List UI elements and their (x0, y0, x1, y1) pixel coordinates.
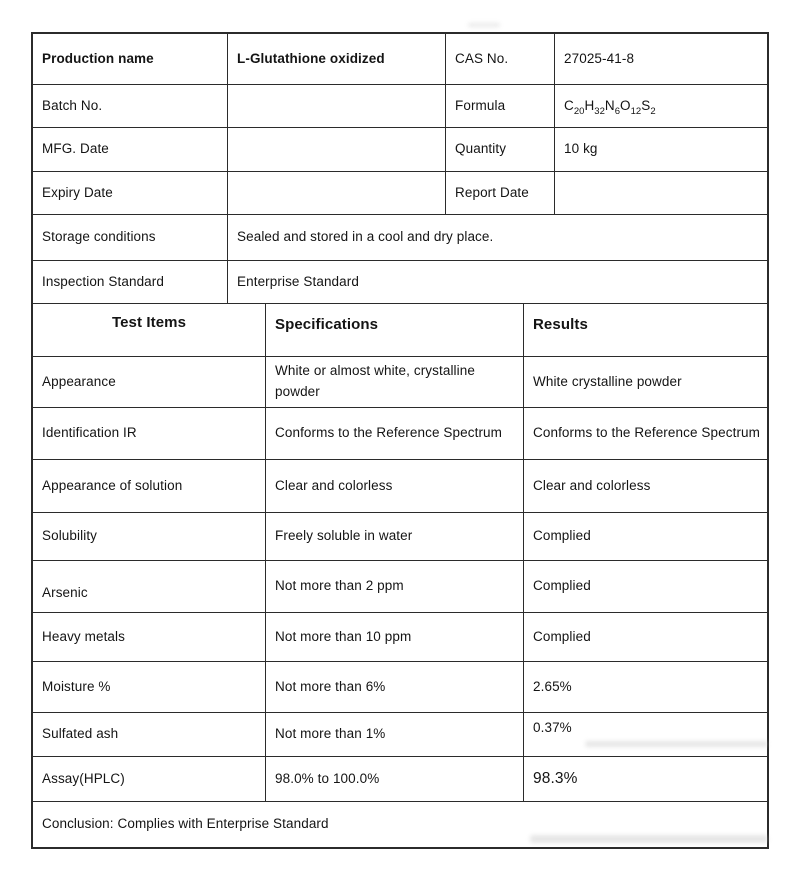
table-row (33, 84, 767, 127)
cas-value: 27025-41-8 (554, 34, 767, 84)
specifications-header: Specifications (265, 304, 523, 356)
test-result: 98.3% (523, 757, 767, 801)
table-row (33, 661, 767, 712)
test-item: Heavy metals (42, 628, 125, 644)
quantity-label: Quantity (445, 128, 554, 171)
expiry-date-label: Expiry Date (42, 184, 113, 200)
test-result: Clear and colorless (523, 460, 767, 512)
batch-no-label: Batch No. (42, 97, 103, 113)
mfg-date-value (227, 128, 445, 171)
table-row (33, 560, 767, 612)
test-header-row (33, 303, 767, 356)
table-row (33, 512, 767, 560)
test-item: Appearance (42, 373, 116, 389)
production-name-label: Production name (42, 50, 154, 66)
conclusion-text: Conclusion: Complies with Enterprise Standard (42, 816, 329, 832)
table-row (33, 459, 767, 512)
scan-artifact (468, 23, 500, 27)
cas-label: CAS No. (445, 34, 554, 84)
test-spec: Conforms to the Reference Spectrum (265, 408, 523, 459)
inspection-standard-label: Inspection Standard (42, 273, 164, 289)
table-row (33, 127, 767, 171)
test-spec: Not more than 10 ppm (265, 613, 523, 661)
table-row (33, 34, 767, 84)
test-item: Assay(HPLC) (42, 770, 125, 786)
test-spec: Not more than 2 ppm (265, 561, 523, 612)
scan-artifact (585, 741, 768, 747)
certificate-table (31, 32, 769, 849)
production-name-value: L-Glutathione oxidized (227, 34, 445, 84)
test-result: 2.65% (523, 662, 767, 712)
scan-artifact (530, 835, 768, 843)
test-spec: White or almost white, crystalline powder (265, 357, 523, 407)
test-items-header: Test Items (111, 314, 187, 331)
formula-value: $C_{20}H_{32}N_6O_{12}S_2$ (554, 85, 767, 127)
test-result: White crystalline powder (523, 357, 767, 407)
test-result: Complied (523, 613, 767, 661)
report-date-value (554, 172, 767, 214)
inspection-standard-value: Enterprise Standard (227, 261, 767, 303)
table-row (33, 712, 767, 756)
report-date-label: Report Date (445, 172, 554, 214)
test-result: 0.37% (523, 713, 767, 756)
test-item: Identification IR (42, 425, 137, 441)
table-row (33, 214, 767, 260)
table-row (33, 756, 767, 801)
test-item: Solubility (42, 528, 98, 544)
table-row (33, 407, 767, 459)
table-row (33, 171, 767, 214)
table-row (33, 260, 767, 303)
results-header: Results (523, 304, 767, 356)
test-spec: Not more than 1% (265, 713, 523, 756)
table-row (33, 612, 767, 661)
test-item: Sulfated ash (42, 726, 119, 742)
test-spec: Not more than 6% (265, 662, 523, 712)
test-spec: 98.0% to 100.0% (265, 757, 523, 801)
test-item: Arsenic (42, 584, 88, 600)
storage-conditions-value: Sealed and stored in a cool and dry place. (227, 215, 767, 260)
test-spec: Clear and colorless (265, 460, 523, 512)
mfg-date-label: MFG. Date (42, 141, 109, 157)
expiry-date-value (227, 172, 445, 214)
batch-no-value (227, 85, 445, 127)
test-result: Complied (523, 561, 767, 612)
quantity-value: 10 kg (554, 128, 767, 171)
test-result: Complied (523, 513, 767, 560)
test-spec: Freely soluble in water (265, 513, 523, 560)
formula-label: Formula (445, 85, 554, 127)
test-result: Conforms to the Reference Spectrum (523, 408, 767, 459)
storage-conditions-label: Storage conditions (42, 229, 156, 245)
table-row (33, 356, 767, 407)
test-item: Appearance of solution (42, 477, 183, 493)
test-item: Moisture % (42, 678, 111, 694)
